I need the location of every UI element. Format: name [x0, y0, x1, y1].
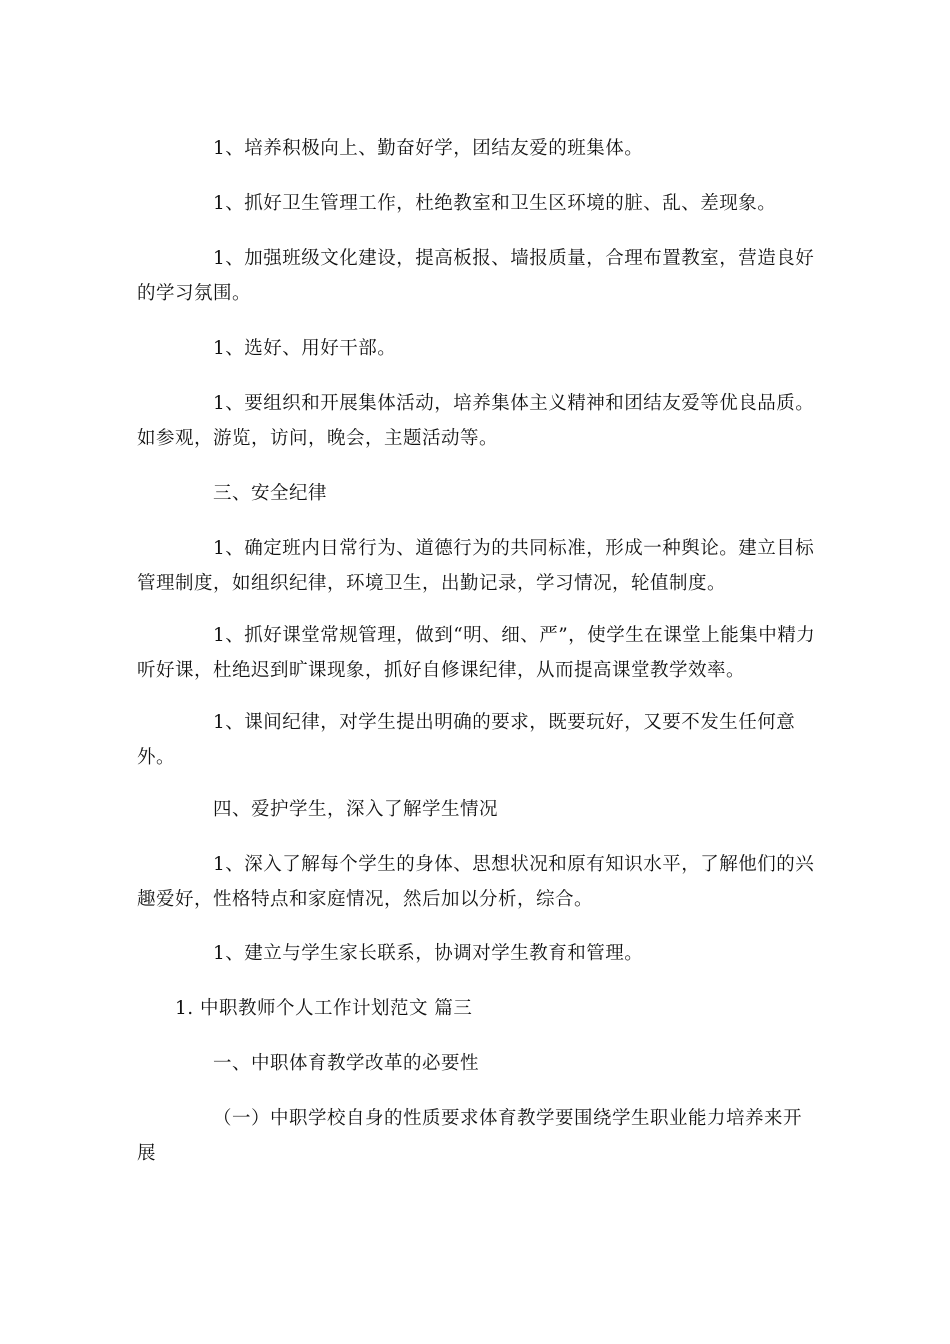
section-heading-pe-reform: 一、中职体育教学改革的必要性	[213, 1053, 480, 1074]
paragraph-pe-vocational: （一）中职学校自身的性质要求体育教学要围绕学生职业能力培养来开展	[137, 1108, 803, 1164]
article-title-part-three: 1. 中职教师个人工作计划范文 篇三	[175, 998, 473, 1019]
section-heading-care-students: 四、爱护学生，深入了解学生情况	[213, 799, 499, 820]
paragraph-class-culture: 1、加强班级文化建设，提高板报、墙报质量，合理布置教室，营造良好的学习氛围。	[137, 248, 815, 304]
section-heading-safety: 三、安全纪律	[213, 483, 328, 504]
paragraph-classroom-management: 1、抓好课堂常规管理，做到“明、细、严”，使学生在课堂上能集中精力听好课，杜绝迟到旷课现象，抓好自修课纪律，从而提高课堂教学效率。	[137, 625, 816, 681]
paragraph-behavior-standards: 1、确定班内日常行为、道德行为的共同标准，形成一种舆论。建立目标管理制度，如组织纪律，环境卫生，出勤记录，学习情况，轮值制度。	[137, 538, 815, 594]
paragraph-understand-students: 1、深入了解每个学生的身体、思想状况和原有知识水平，了解他们的兴趣爱好，性格特点和家庭情况，然后加以分析，综合。	[137, 854, 815, 910]
paragraph-hygiene: 1、抓好卫生管理工作，杜绝教室和卫生区环境的脏、乱、差现象。	[213, 193, 777, 214]
paragraph-parent-contact: 1、建立与学生家长联系，协调对学生教育和管理。	[213, 943, 644, 964]
paragraph-class-unity: 1、培养积极向上、勤奋好学，团结友爱的班集体。	[213, 138, 644, 159]
paragraph-cadres: 1、选好、用好干部。	[213, 338, 397, 359]
paragraph-break-discipline: 1、课间纪律，对学生提出明确的要求，既要玩好，又要不发生任何意外。	[137, 712, 796, 768]
paragraph-group-activities: 1、要组织和开展集体活动，培养集体主义精神和团结友爱等优良品质。如参观，游览，访问，晚会，主题活动等。	[137, 393, 815, 449]
